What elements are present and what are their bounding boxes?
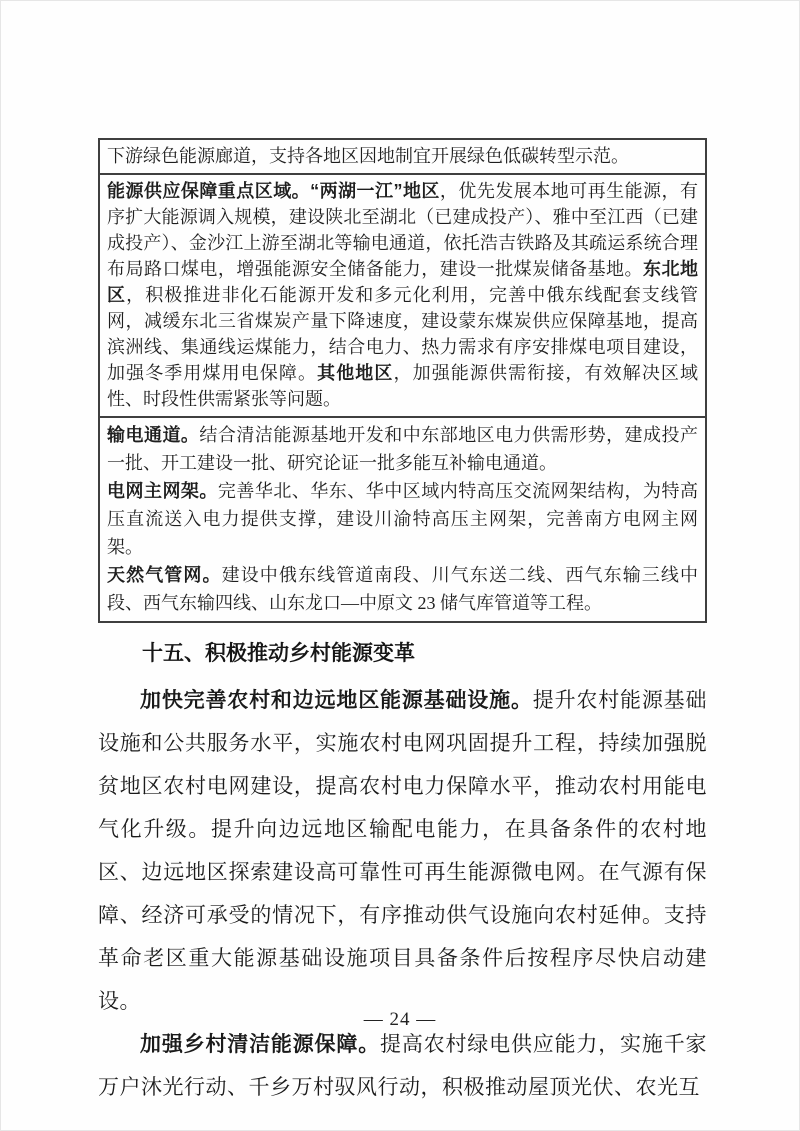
paragraph-text: 结合清洁能源基地开发和中东部地区电力供需形势，建成投产一批、开工建设一批、研究论证一批多能互补输电通道。 — [107, 425, 698, 473]
section-heading: 十五、积极推动乡村能源变革 — [142, 642, 415, 665]
table-text-segment: ，优先发展本地可再生能源，有序扩大能源调入规模，建设陕北至湖北（已建成投产）、雅中至江西（已建成投产）、金沙江上游至湖北等输电通道，依托浩吉铁路及其疏运系统合理布局路口煤电，增强能源安全储备能力，建设一批煤炭储备基地。 — [107, 181, 698, 279]
table-text-segment: ，积极推进非化石能源开发和多元化利用，完善中俄东线配套支线管网，减缓东北三省煤炭产量下降速度，建设蒙东煤炭供应保障基地，提高滨洲线、集通线运煤能力，结合电力、热力需求有序安排煤电项目建设，加强冬季用煤用电保障。 — [107, 285, 699, 383]
body-paragraph-rural-infrastructure — [98, 679, 707, 1023]
energy-planning-table — [98, 138, 707, 623]
paragraph-text: 建设中俄东线管道南段、川气东送二线、西气东输三线中段、西气东输四线、山东龙口—中原文 23 储气库管道等工程。 — [107, 565, 699, 613]
paragraph-lead: 天然气管网。 — [107, 565, 222, 585]
paragraph-lead: 加强乡村清洁能源保障。 — [140, 1032, 381, 1056]
table-text-segment: ，加强能源供需衔接，有效解决区域性、时段性供需紧张等问题。 — [107, 363, 699, 409]
table-bold-segment: 能源供应保障重点区域。“两湖一江”地区 — [107, 181, 440, 201]
table-row-supply-regions — [100, 175, 705, 418]
transmission-channel-paragraph — [107, 421, 698, 477]
body-paragraph-rural-clean-energy — [98, 1023, 707, 1109]
paragraph-text: 提高农村绿电供应能力，实施千家万户沐光行动、千乡万村驭风行动，积极推动屋顶光伏、农光互 — [98, 1032, 708, 1099]
table-bold-segment: 其他地区 — [317, 363, 394, 383]
grid-network-paragraph — [107, 477, 698, 561]
table-text: 下游绿色能源廊道，支持各地区因地制宜开展绿色低碳转型示范。 — [107, 146, 629, 166]
page-number: — 24 — — [363, 1009, 437, 1030]
paragraph-lead: 输电通道。 — [107, 425, 200, 445]
gas-pipeline-paragraph — [107, 561, 698, 617]
table-row-green-corridor — [100, 140, 705, 175]
page-content — [98, 138, 707, 1109]
table-row-infrastructure — [100, 418, 705, 621]
paragraph-lead: 电网主网架。 — [107, 481, 218, 501]
paragraph-lead: 加快完善农村和边远地区能源基础设施。 — [140, 688, 533, 712]
paragraph-text: 提升农村能源基础设施和公共服务水平，实施农村电网巩固提升工程，持续加强脱贫地区农村电网建设，提高农村电力保障水平，推动农村用能电气化升级。提升向边远地区输配电能力，在具备条件的农村地区、边远地区探索建设高可靠性可再生能源微电网。在气源有保障、经济可承受的情况下，有序推动供气设施向农村延伸。支持革命老区重大能源基础设施项目具备条件后按程序尽快启动建设。 — [98, 688, 708, 1013]
table-bold-segment: 东北地区 — [107, 259, 698, 305]
paragraph-text: 完善华北、华东、华中区域内特高压交流网架结构，为特高压直流送入电力提供支撑，建设川渝特高压主网架，完善南方电网主网架。 — [107, 481, 699, 557]
